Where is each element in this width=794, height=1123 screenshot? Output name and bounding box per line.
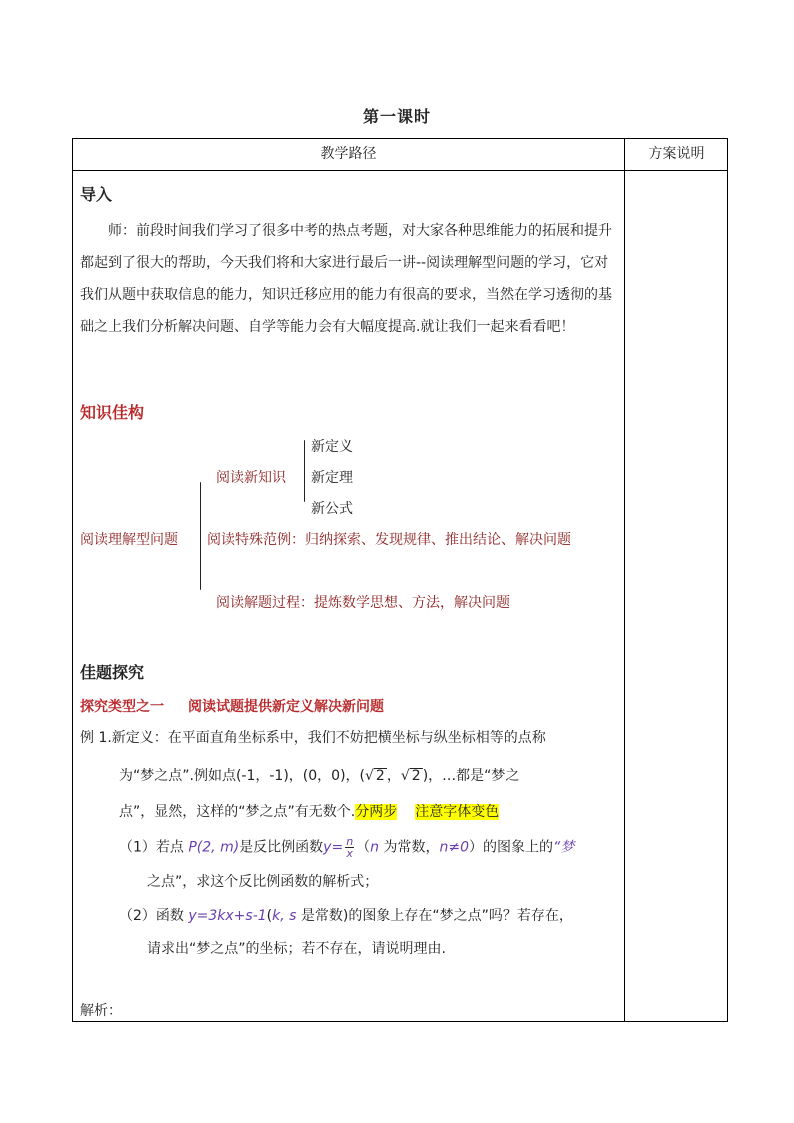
frac-numerator: n xyxy=(346,835,354,848)
example1-line3 xyxy=(119,801,499,821)
page-title: 第一课时 xyxy=(362,107,431,126)
root-reading-comprehension: 阅读理解型问题 xyxy=(80,532,178,548)
sqrt-2-b: 2 xyxy=(411,768,421,784)
question2-line1 xyxy=(119,905,573,925)
q1-text-d: 为常数， xyxy=(379,839,440,856)
q2-k-s: k, s xyxy=(272,908,297,924)
col-header-plan-notes: 方案说明 xyxy=(648,146,705,162)
ex1-text-c: )，…都是“梦之 xyxy=(422,768,520,784)
highlight-font-color: 注意字体变色 xyxy=(415,804,500,820)
col-header-teaching-path: 教学路径 xyxy=(320,146,377,162)
examples-heading: 佳题探究 xyxy=(80,663,145,682)
header-divider xyxy=(73,170,727,171)
question1-line1 xyxy=(119,836,574,859)
q2-text-b: ( xyxy=(266,908,273,924)
question1-line2: 之点”，求这个反比例函数的解析式； xyxy=(147,874,379,890)
point-p: P(2, m) xyxy=(188,839,240,856)
leaf-new-definition: 新定义 xyxy=(311,439,353,455)
q1-y: y= xyxy=(323,839,344,856)
q1-text-e: ）的图象上的 xyxy=(469,839,554,856)
frac-denominator: x xyxy=(346,847,353,860)
ex1-text-a: 为“梦之点”.例如点(-1，-1)，(0，0)，( xyxy=(119,768,365,784)
column-divider xyxy=(624,139,625,1021)
outer-brace xyxy=(200,482,201,590)
inner-brace xyxy=(304,440,305,502)
q1-text-f: “梦 xyxy=(553,839,575,856)
branch-solution-process: 阅读解题过程：提炼数学思想、方法，解决问题 xyxy=(216,595,510,611)
type1-title: 阅读试题提供新定义解决新问题 xyxy=(188,699,384,715)
q1-text-c: （ xyxy=(356,839,371,856)
q1-text-a: （1）若点 xyxy=(119,839,189,856)
intro-heading: 导入 xyxy=(80,185,113,204)
branch-new-knowledge: 阅读新知识 xyxy=(216,470,286,486)
q1-text-b: 是反比例函数 xyxy=(239,839,324,856)
fraction-n-over-x xyxy=(345,836,354,859)
knowledge-heading: 知识佳构 xyxy=(80,403,145,422)
analysis-label: 解析： xyxy=(80,1003,122,1019)
q2-text-c: 是常数)的图象上存在“梦之点”吗？若存在， xyxy=(296,908,573,924)
example1-line2: 为“梦之点”.例如点(-1，-1)，(0，0)，(√ 2 ，√ 2 )，…都是“梦之 xyxy=(119,768,520,784)
highlight-two-steps: 分两步 xyxy=(355,804,398,820)
type1-number: 探究类型之一 xyxy=(80,699,164,715)
branch-special-examples: 阅读特殊范例：归纳探索、发现规律、推出结论、解决问题 xyxy=(207,532,571,548)
type1-label xyxy=(80,696,384,716)
q1-n-neq-0: n≠0 xyxy=(439,839,470,856)
leaf-new-theorem: 新定理 xyxy=(311,470,353,486)
question2-line2: 请求出“梦之点”的坐标；若不存在，请说明理由. xyxy=(147,941,446,957)
q1-n: n xyxy=(370,839,380,856)
sqrt-2-a: 2 xyxy=(375,768,385,784)
intro-paragraph: 师：前段时间我们学习了很多中考的热点考题，对大家各种思维能力的拓展和提升都起到了很大的帮助，今天我们将和大家进行最后一讲--阅读理解型问题的学习，它对我们从题中获取信息的能力，知识迁移应用的能力有很高的要求，当然在学习透彻的基础之上我们分析解决问题、自学等能力会有大幅度提高.就让我们一起来看看吧！ xyxy=(80,223,612,335)
q2-text-a: （2）函数 xyxy=(119,908,189,924)
q2-function: y=3kx+s-1 xyxy=(188,908,267,924)
ex1-text-b: ， xyxy=(386,768,401,784)
leaf-new-formula: 新公式 xyxy=(311,501,353,517)
example1-line1: 例 1.新定义：在平面直角坐标系中，我们不妨把横坐标与纵坐标相等的点称 xyxy=(80,730,546,746)
ex1-text-line3: 点”，显然，这样的“梦之点”有无数个. xyxy=(119,804,356,820)
